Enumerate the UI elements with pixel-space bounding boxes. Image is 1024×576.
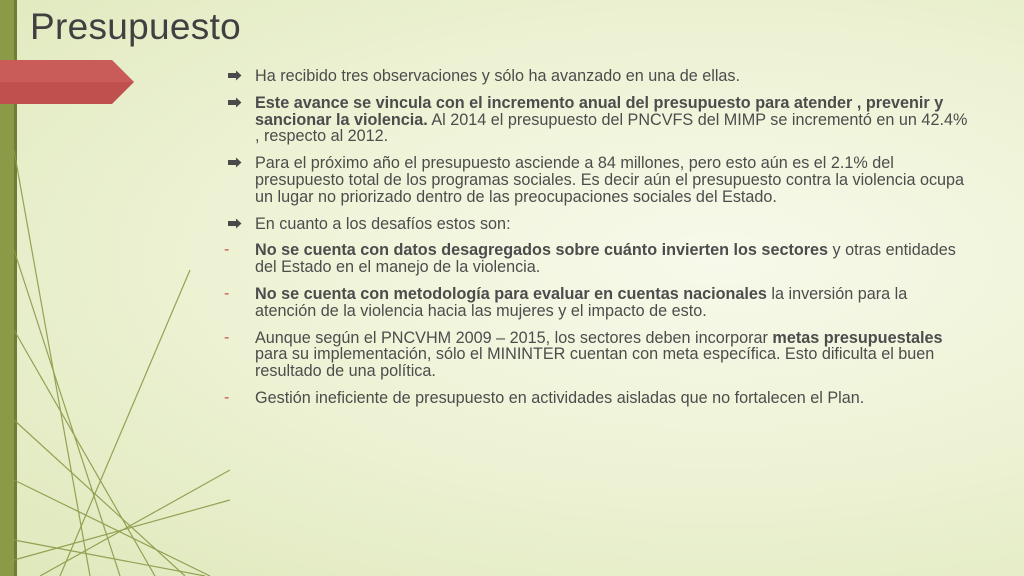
bullet-text: para su implementación, sólo el MININTER cuentan con meta específica. Esto dificulta el buen resultado de una política.	[255, 345, 935, 381]
bullet-text: Aunque según el PNCVHM 2009 – 2015, los sectores deben incorporar	[255, 328, 773, 347]
bullet-item	[228, 155, 968, 205]
dash-bullet: -	[224, 241, 230, 259]
bullet-text: y otras entidades del Estado en el manejo de la violencia.	[255, 241, 956, 277]
title-accent-arrow	[0, 60, 135, 104]
bullet-text-bold: No se cuenta con metodología para evaluar en cuentas nacionales	[255, 284, 767, 303]
bullet-text: Ha recibido tres observaciones y sólo ha avanzado en una de ellas.	[255, 67, 741, 85]
bullet-text-bold: Este avance se vincula con el incremento anual del presupuesto para atender , prevenir y sancionar la violencia.	[255, 93, 944, 129]
bullet-item	[228, 95, 968, 145]
slide-title: Presupuesto	[30, 6, 242, 47]
bullet-item	[224, 388, 968, 407]
bullet-item	[224, 241, 968, 277]
bullet-text: En cuanto a los desafíos estos son:	[255, 214, 511, 233]
bullet-item	[228, 216, 968, 233]
bullet-list	[224, 67, 968, 407]
dash-bullet: -	[224, 388, 230, 406]
bullet-text: Gestión ineficiente de presupuesto en actividades aisladas que no fortalecen el Plan.	[255, 388, 865, 407]
bullet-item	[228, 68, 968, 85]
bullet-item	[224, 328, 968, 381]
pointing-hand-icon	[228, 216, 242, 233]
pointing-hand-icon	[228, 155, 242, 172]
bullet-text: la inversión para la atención de la violencia hacia las mujeres y el impacto de esto.	[255, 284, 908, 320]
dash-bullet: -	[224, 284, 230, 302]
bullet-item	[224, 284, 968, 320]
pointing-hand-icon	[228, 68, 242, 85]
bullet-text-bold: metas presupuestales	[772, 328, 943, 347]
bullet-text: Para el próximo año el presupuesto asciende a 84 millones, pero esto aún es el 2.1% del presupuesto total de los programas sociales. Es decir aún el presupuesto contra la violencia ocupa un lugar no priorizado dentro de las preocupaciones sociales del Estado.	[255, 154, 965, 206]
dash-bullet: -	[224, 328, 230, 346]
pointing-hand-icon	[228, 95, 242, 112]
bullet-text: Al 2014 el presupuesto del PNCVFS del MIMP se incrementó en un 42.4% , respecto al 2012.	[255, 110, 968, 146]
bullet-text-bold: No se cuenta con datos desagregados sobre cuánto invierten los sectores	[255, 241, 829, 260]
